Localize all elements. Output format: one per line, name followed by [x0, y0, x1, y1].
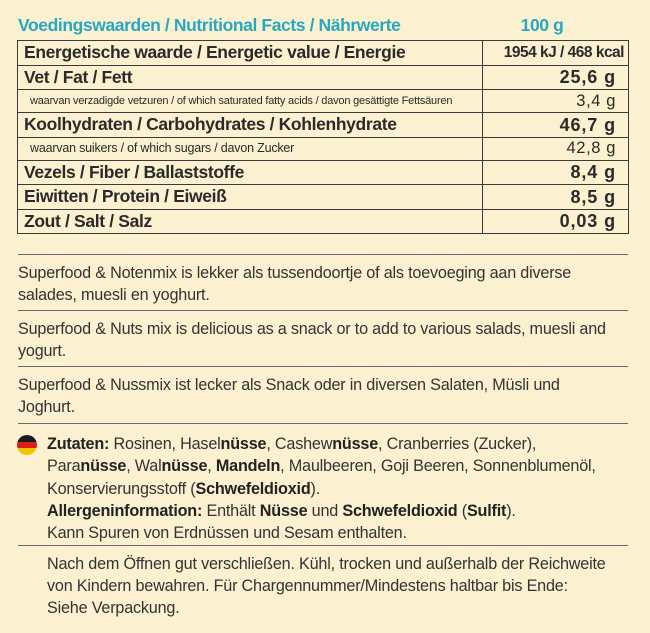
saturated-label: waarvan verzadigde vetzuren / of which saturated fatty acids / davon gesättigte Fettsäuren — [18, 90, 483, 113]
sugars-value: 42,8 g — [483, 137, 629, 160]
ingredient-text: , Cashew — [266, 435, 333, 453]
table-row — [18, 113, 629, 138]
allergen-label: Allergeninformation: — [47, 501, 203, 520]
ingredient-text: Para — [47, 457, 81, 476]
description-de: Superfood & Nussmix ist lecker als Snack oder in diversen Salaten, Müsli und Joghurt. — [18, 376, 560, 416]
allergen-highlight: Sulfit — [466, 501, 507, 520]
allergen-highlight: nüsse — [161, 457, 208, 476]
fat-value: 25,6 g — [483, 65, 629, 90]
saturated-value: 3,4 g — [483, 90, 629, 113]
table-row — [18, 137, 629, 160]
allergen-highlight: nüsse — [220, 435, 267, 453]
ingredient-text: , Maulbeeren, Goji Beeren, Sonnenblumenöl, — [280, 457, 596, 476]
ingredient-text: ). — [310, 479, 321, 498]
germany-flag-icon — [17, 435, 37, 455]
ingredients-line — [47, 455, 622, 477]
nutrition-title: Voedingswaarden / Nutritional Facts / Nährwerte — [18, 15, 401, 35]
carbs-value: 46,7 g — [483, 113, 629, 138]
allergen-text: ( — [457, 501, 467, 520]
table-row — [18, 90, 629, 113]
allergen-highlight: Schwefeldioxid — [342, 501, 458, 520]
fat-label: Vet / Fat / Fett — [18, 65, 483, 90]
ingredients-line — [47, 433, 622, 455]
energy-label: Energetische waarde / Energetic value / Energie — [18, 41, 483, 66]
allergen-highlight: Schwefeldioxid — [195, 479, 311, 498]
protein-value: 8,5 g — [483, 185, 629, 210]
description-en: Superfood & Nuts mix is delicious as a snack or to add to various salads, muesli and yogurt. — [18, 320, 606, 360]
allergen-highlight: nüsse — [332, 435, 379, 453]
energy-value: 1954 kJ / 468 kcal — [483, 41, 629, 66]
allergen-text: und — [307, 501, 343, 520]
fiber-label: Vezels / Fiber / Ballaststoffe — [18, 160, 483, 185]
traces-line: Kann Spuren von Erdnüssen und Sesam enthalten. — [47, 524, 407, 543]
ingredient-text: , Wal — [126, 457, 162, 476]
nutrition-header — [18, 12, 628, 38]
allergen-highlight: Mandeln — [215, 457, 281, 476]
storage-text: Nach dem Öffnen gut verschließen. Kühl, trocken und außerhalb der Reichweite von Kindern bewahren. Für Chargennummer/Mindestens haltbar bis Ende: Siehe Verpackung. — [47, 555, 606, 617]
ingredients-label: Zutaten: — [47, 435, 110, 453]
table-row — [18, 65, 629, 90]
table-row — [18, 160, 629, 185]
nutrition-table — [17, 40, 629, 234]
description-nl: Superfood & Notenmix is lekker als tussendoortje of als toevoeging aan diverse salades, muesli en yoghurt. — [18, 264, 572, 304]
allergen-text: ). — [506, 501, 516, 520]
salt-value: 0,03 g — [483, 209, 629, 234]
table-row — [18, 209, 629, 234]
allergen-highlight: nüsse — [80, 457, 127, 476]
table-row — [18, 185, 629, 210]
reference-amount: 100 g — [520, 15, 564, 35]
divider — [18, 423, 628, 424]
allergen-highlight: Nüsse — [259, 501, 308, 520]
allergen-text: Enthält — [202, 501, 260, 520]
ingredient-text: , — [207, 457, 216, 476]
ingredient-text: , Cranberries (Zucker), — [378, 435, 537, 453]
protein-label: Eiwitten / Protein / Eiweiß — [18, 185, 483, 210]
fiber-value: 8,4 g — [483, 160, 629, 185]
ingredients-line — [47, 478, 622, 500]
divider — [18, 310, 628, 311]
divider — [18, 366, 628, 367]
allergen-line — [47, 500, 622, 522]
table-row — [18, 41, 629, 66]
sugars-label: waarvan suikers / of which sugars / davon Zucker — [18, 137, 483, 160]
ingredient-text: Konservierungsstoff ( — [47, 479, 196, 498]
ingredients-block — [47, 433, 622, 544]
divider — [18, 254, 628, 255]
carbs-label: Koolhydraten / Carbohydrates / Kohlenhydrate — [18, 113, 483, 138]
salt-label: Zout / Salt / Salz — [18, 209, 483, 234]
divider — [18, 545, 628, 546]
ingredient-text: Rosinen, Hasel — [109, 435, 221, 453]
